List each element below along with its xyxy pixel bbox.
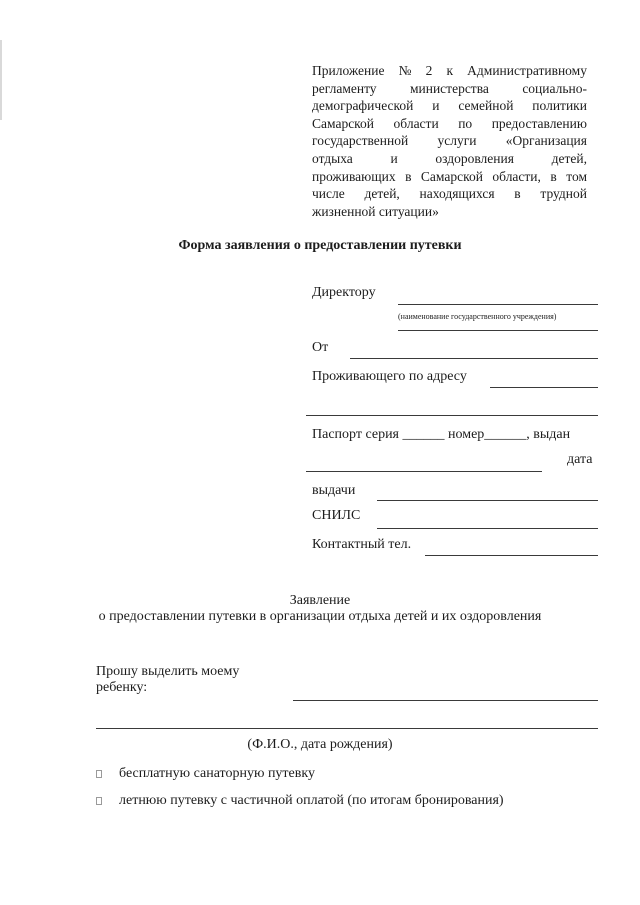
appendix-line-9: жизненной ситуации» (312, 203, 439, 219)
scan-edge-mark (0, 40, 2, 120)
request-text-line-1: Прошу выделить моему (96, 664, 240, 679)
appendix-line-7: проживающих в Самарской области, в том (312, 168, 587, 184)
director-caption: (наименование государственного учреждения) (398, 312, 557, 321)
checkbox-icon[interactable] (96, 797, 102, 805)
option-summer-partial-payment[interactable] (96, 793, 504, 809)
appendix-line-6: отдыха и оздоровления детей, (312, 150, 587, 166)
from-line[interactable] (350, 358, 598, 359)
director-line[interactable] (398, 304, 598, 305)
snils-label: СНИЛС (312, 508, 361, 523)
snils-line[interactable] (377, 528, 598, 529)
statement-subtitle: о предоставлении путевки в организации отдыха детей и их оздоровления (98, 609, 542, 624)
appendix-line-5: государственной услуги «Организация (312, 133, 587, 149)
appendix-line-8: числе детей, находящихся в трудной (312, 186, 587, 202)
appendix-line-3: демографической и семейной политики (312, 98, 587, 114)
from-label: От (312, 340, 329, 355)
address-line[interactable] (490, 387, 598, 388)
option-free-sanatorium[interactable] (96, 766, 315, 782)
child-caption: (Ф.И.О., дата рождения) (247, 737, 393, 752)
issue-date-label-part2: выдачи (312, 483, 356, 498)
form-title: Форма заявления о предоставлении путевки (178, 238, 462, 253)
issue-date-label-part1: дата (567, 452, 593, 467)
appendix-note (312, 62, 587, 220)
address-line-2[interactable] (306, 415, 598, 416)
address-label: Проживающего по адресу (312, 369, 467, 384)
appendix-line-1: Приложение № 2 к Административному (312, 63, 587, 78)
director-label: Директору (312, 285, 376, 300)
appendix-line-4: Самарской области по предоставлению (312, 115, 587, 131)
phone-label: Контактный тел. (312, 537, 412, 552)
passport-label: Паспорт серия ______ номер______, выдан (312, 427, 571, 442)
option-label: бесплатную санаторную путевку (119, 766, 315, 781)
option-label: летнюю путевку с частичной оплатой (по итогам бронирования) (119, 793, 504, 808)
child-name-line-2[interactable] (96, 728, 598, 729)
checkbox-icon[interactable] (96, 770, 102, 778)
appendix-line-2: регламенту министерства социально- (312, 80, 587, 96)
passport-issuer-line[interactable] (306, 471, 542, 472)
phone-line[interactable] (425, 555, 598, 556)
request-text-line-2: ребенку: (96, 680, 148, 695)
issue-date-line[interactable] (377, 500, 598, 501)
statement-title: Заявление (289, 593, 351, 608)
director-line-2[interactable] (398, 330, 598, 331)
child-name-line[interactable] (293, 700, 598, 701)
